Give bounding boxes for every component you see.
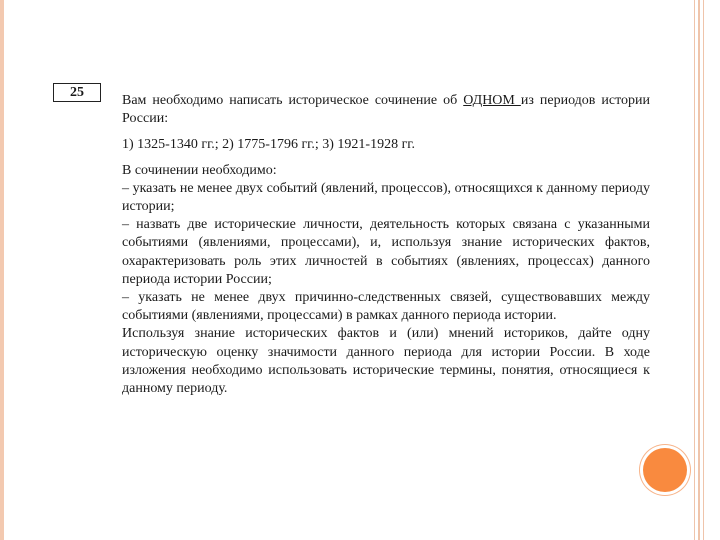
task-text xyxy=(122,92,650,398)
periods-list: 1) 1325-1340 гг.; 2) 1775-1796 гг.; 3) 1921-1928 гг. xyxy=(122,137,415,153)
task-number-box: 25 xyxy=(53,83,101,102)
requirement-item: – назвать две исторические личности, деятельность которых связана с указанными событиями (явлениями, процессами), и, используя знание исторических фактов, охарактеризовать роль этих личностей в событиях (явлениях, процессах) данного периода истории России; xyxy=(122,217,650,287)
intro-emphasis: ОДНОМ xyxy=(463,93,521,108)
closing-paragraph: Используя знание исторических фактов и (или) мнений историков, дайте одну историческую оценку значимости данного периода для истории России. В ходе изложения необходимо использовать исторические термины, понятия, относящиеся к данному периоду. xyxy=(122,326,650,397)
decorative-circle xyxy=(643,448,687,492)
requirement-item: – указать не менее двух событий (явлений, процессов), относящихся к данному периоду истории; xyxy=(122,180,650,215)
intro-after: из периодов истории России: xyxy=(122,93,650,127)
right-border-line xyxy=(703,0,704,540)
right-border-line xyxy=(698,0,700,540)
right-border-line xyxy=(694,0,695,540)
requirements-heading: В сочинении необходимо: xyxy=(122,162,277,178)
requirement-item: – указать не менее двух причинно-следственных связей, существовавших между событиями (явлениями, процессами) в рамках данного периода истории. xyxy=(122,290,650,324)
intro-before: Вам необходимо написать историческое сочинение об xyxy=(122,93,464,108)
intro-paragraph xyxy=(122,92,650,128)
left-border-decoration xyxy=(0,0,4,540)
